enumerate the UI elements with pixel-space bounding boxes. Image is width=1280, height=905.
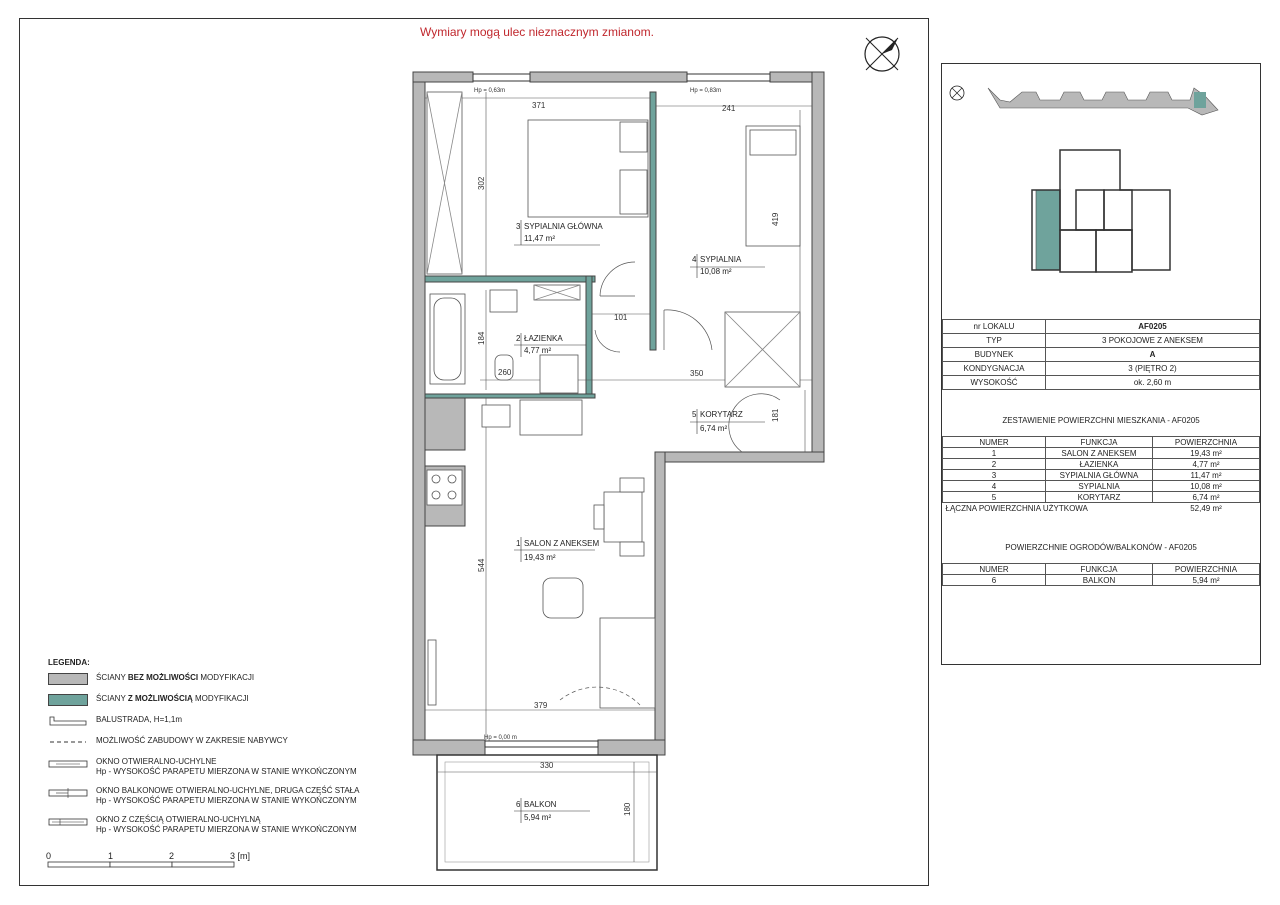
legend-title: LEGENDA:	[48, 658, 90, 667]
room-3-num: 3	[516, 222, 521, 231]
room-5-name: KORYTARZ	[700, 410, 743, 419]
stove	[427, 470, 462, 505]
scale-tick-3: 3 [m]	[230, 851, 251, 861]
dim-419: 419	[771, 212, 780, 226]
balcony-title: POWIERZCHNIE OGRODÓW/BALKONÓW - AF0205	[1005, 543, 1197, 552]
legend	[48, 658, 388, 844]
disclaimer-note: Wymiary mogą ulec nieznacznym zmianom.	[420, 25, 654, 39]
areas-title: ZESTAWIENIE POWIERZCHNI MIESZKANIA - AF0205	[1002, 416, 1200, 425]
legend-item: ŚCIANY Z MOŻLIWOŚCIĄ MODYFIKACJI	[48, 694, 388, 706]
room-2-area: 4,77 m²	[524, 346, 552, 355]
dim-302: 302	[477, 176, 486, 190]
room-6-area: 5,94 m²	[524, 813, 552, 822]
table-header: NUMER FUNKCJA POWIERZCHNIA	[943, 564, 1260, 575]
room-6-name: BALKON	[524, 800, 557, 809]
dim-241: 241	[722, 104, 736, 113]
info-row: nr LOKALU AF0205	[943, 320, 1260, 334]
dim-181: 181	[771, 408, 780, 422]
legend-item: BALUSTRADA, H=1,1m	[48, 715, 388, 727]
dim-180: 180	[623, 802, 632, 816]
legend-item: OKNO Z CZĘŚCIĄ OTWIERALNO-UCHYLNĄ Hp - WYSOKOŚĆ PARAPETU MIERZONA W STANIE WYKOŃCZONYM	[48, 815, 388, 835]
table-row: 4 SYPIALNIA 10,08 m²	[943, 481, 1260, 492]
room-1-name: SALON Z ANEKSEM	[524, 539, 600, 548]
unit-info-table	[942, 319, 1260, 390]
info-row: KONDYGNACJA 3 (PIĘTRO 2)	[943, 362, 1260, 376]
legend-item: MOŻLIWOŚĆ ZABUDOWY W ZAKRESIE NABYWCY	[48, 736, 388, 748]
window-icon	[48, 757, 88, 769]
scale-tick-0: 0	[46, 851, 52, 861]
scale-tick-2: 2	[169, 851, 175, 861]
kitchen-sink	[482, 405, 510, 427]
room-3-name: SYPIALNIA GŁÓWNA	[524, 222, 603, 231]
room-1-area: 19,43 m²	[524, 553, 556, 562]
room-3-area: 11,47 m²	[524, 234, 555, 243]
table-header: NUMER FUNKCJA POWIERZCHNIA	[943, 437, 1260, 448]
dim-101: 101	[614, 313, 628, 322]
room-5-area: 6,74 m²	[700, 424, 728, 433]
legend-item: OKNO BALKONOWE OTWIERALNO-UCHYLNE, DRUGA CZĘŚĆ STAŁA Hp - WYSOKOŚĆ PARAPETU MIERZONA W STANIE WYKOŃCZONYM	[48, 786, 388, 806]
dim-330: 330	[540, 761, 554, 770]
legend-item: OKNO OTWIERALNO-UCHYLNE Hp - WYSOKOŚĆ PARAPETU MIERZONA W STANIE WYKOŃCZONYM	[48, 757, 388, 777]
dim-371: 371	[532, 101, 546, 110]
balustrade-icon	[48, 715, 88, 727]
room-6-num: 6	[516, 800, 521, 809]
dim-184: 184	[477, 331, 486, 345]
balcony-table	[942, 563, 1260, 586]
table-row: 1 SALON Z ANEKSEM 19,43 m²	[943, 448, 1260, 459]
window-hp-1: Hp = 0,63m	[474, 88, 506, 94]
room-2-num: 2	[516, 334, 521, 343]
scale-bar	[46, 851, 250, 867]
room-4-num: 4	[692, 255, 697, 264]
swatch-modifiable-walls	[48, 694, 88, 706]
info-row: WYSOKOŚĆ ok. 2,60 m	[943, 376, 1260, 390]
window-hp-2: Hp = 0,83m	[690, 88, 722, 94]
balcony-window-icon	[48, 786, 88, 798]
room-2-name: ŁAZIENKA	[524, 334, 563, 343]
partial-window-icon	[48, 815, 88, 827]
dim-544: 544	[477, 558, 486, 572]
sofa	[600, 618, 655, 708]
table-row: 6 BALKON 5,94 m²	[943, 575, 1260, 586]
dim-350: 350	[690, 369, 704, 378]
swatch-fixed-walls	[48, 673, 88, 685]
dashed-line-icon	[48, 736, 88, 748]
room-4-name: SYPIALNIA	[700, 255, 742, 264]
info-row: BUDYNEK A	[943, 348, 1260, 362]
dim-260: 260	[498, 368, 512, 377]
legend-item: ŚCIANY BEZ MOŻLIWOŚCI MODYFIKACJI	[48, 673, 388, 685]
key-plan	[950, 86, 1218, 272]
table-row: 3 SYPIALNIA GŁÓWNA 11,47 m²	[943, 470, 1260, 481]
total-row: ŁĄCZNA POWIERZCHNIA UŻYTKOWA 52,49 m²	[945, 503, 1222, 513]
compass-icon	[865, 37, 899, 71]
dim-379: 379	[534, 701, 548, 710]
info-row: TYP 3 POKOJOWE Z ANEKSEM	[943, 334, 1260, 348]
room-4-area: 10,08 m²	[700, 267, 732, 276]
room-5-num: 5	[692, 410, 697, 419]
scale-tick-1: 1	[108, 851, 114, 861]
dining-table	[604, 492, 642, 542]
table-row: 2 ŁAZIENKA 4,77 m²	[943, 459, 1260, 470]
room-1-num: 1	[516, 539, 521, 548]
armchair	[543, 578, 583, 618]
window-hp-3: Hp = 0,00 m	[484, 735, 517, 741]
washbasin	[490, 290, 517, 312]
areas-table	[942, 436, 1260, 513]
table-row: 5 KORYTARZ 6,74 m²	[943, 492, 1260, 503]
